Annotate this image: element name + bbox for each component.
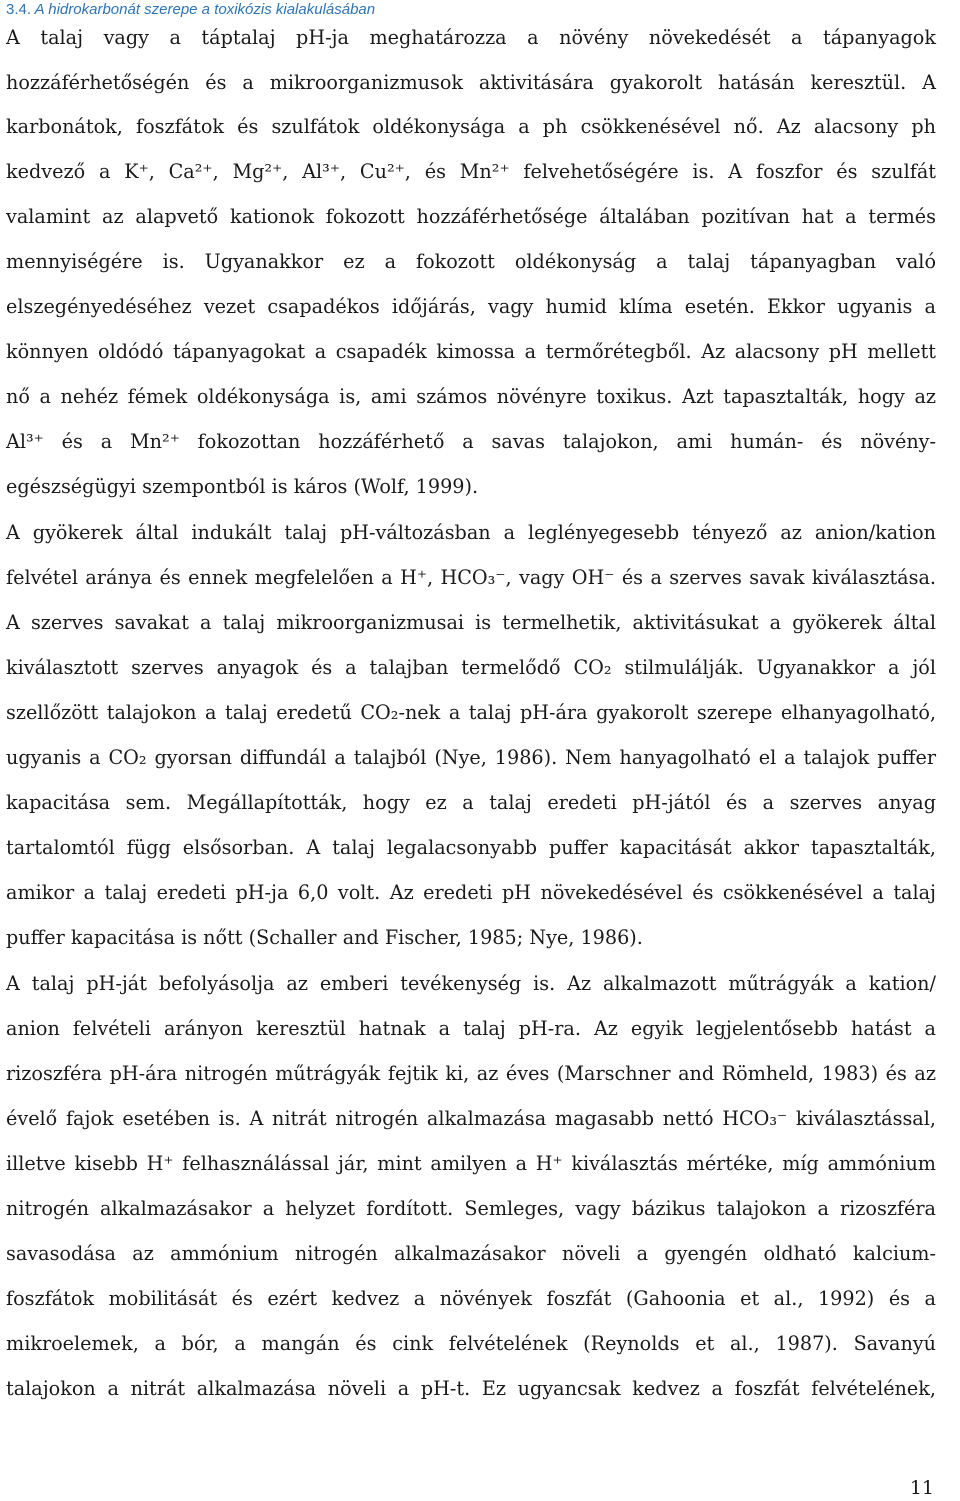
text-line: mikroelemek, a bór, a mangán és cink felvételének (Reynolds et al., 1987). Savanyú [6,1332,936,1355]
text-line: valamint az alapvető kationok fokozott hozzáférhetősége általában pozitívan hat a termés [6,205,936,228]
text-line: ugyanis a CO₂ gyorsan diffundál a talajból (Nye, 1986). Nem hanyagolható el a talajok puffer [6,746,936,769]
text-line: A gyökerek által indukált talaj pH-változásban a leglényegesebb tényező az anion/kation [6,521,936,544]
text-line: A talaj pH-ját befolyásolja az emberi tevékenység is. Az alkalmazott műtrágyák a kation/ [6,972,936,995]
text-line: rizoszféra pH-ára nitrogén műtrágyák fejtik ki, az éves (Marschner and Römheld, 1983) és az [6,1062,936,1085]
text-line: elszegényedéséhez vezet csapadékos időjárás, vagy humid klíma esetén. Ekkor ugyanis a [6,295,936,318]
text-line: könnyen oldódó tápanyagokat a csapadék kimossa a termőrétegből. Az alacsony pH mellett [6,340,936,363]
text-line: kiválasztott szerves anyagok és a talajban termelődő CO₂ stilmulálják. Ugyanakkor a jól [6,656,936,679]
text-line: évelő fajok esetében is. A nitrát nitrogén alkalmazása magasabb nettó HCO₃⁻ kiválasztással, [6,1107,936,1130]
text-line: foszfátok mobilitását és ezért kedvez a növények foszfát (Gahoonia et al., 1992) és a [6,1287,936,1310]
text-line: kedvező a K⁺, Ca²⁺, Mg²⁺, Al³⁺, Cu²⁺, és Mn²⁺ felvehetőségére is. A foszfor és szulfát [6,160,936,183]
text-line: nő a nehéz fémek oldékonysága is, ami számos növényre toxikus. Azt tapasztalták, hogy az [6,385,936,408]
section-heading [6,1,375,18]
text-line: karbonátok, foszfátok és szulfátok oldékonysága a ph csökkenésével nő. Az alacsony ph [6,115,936,138]
text-line: talajokon a nitrát alkalmazása növeli a pH-t. Ez ugyancsak kedvez a foszfát felvételének, [6,1377,936,1400]
text-line: A talaj vagy a táptalaj pH-ja meghatározza a növény növekedését a tápanyagok [6,26,936,49]
text-line: Al³⁺ és a Mn²⁺ fokozottan hozzáférhető a savas talajokon, ami humán- és növény- [6,430,936,453]
text-line: anion felvételi arányon keresztül hatnak a talaj pH-ra. Az egyik legjelentősebb hatást a [6,1017,936,1040]
text-line: puffer kapacitása is nőtt (Schaller and Fischer, 1985; Nye, 1986). [6,926,643,949]
text-line: A szerves savakat a talaj mikroorganizmusai is termelhetik, aktivitásukat a gyökerek által [6,611,936,634]
text-line: nitrogén alkalmazásakor a helyzet fordított. Semleges, vagy bázikus talajokon a rizoszféra [6,1197,936,1220]
text-line: savasodása az ammónium nitrogén alkalmazásakor növeli a gyengén oldható kalcium- [6,1242,936,1265]
section-title: A hidrokarbonát szerepe a toxikózis kialakulásában [31,1,376,18]
text-line: amikor a talaj eredeti pH-ja 6,0 volt. Az eredeti pH növekedésével és csökkenésével a talaj [6,881,936,904]
text-line: kapacitása sem. Megállapították, hogy ez a talaj eredeti pH-jától és a szerves anyag [6,791,936,814]
text-line: felvétel aránya és ennek megfelelően a H⁺, HCO₃⁻, vagy OH⁻ és a szerves savak kiválasztása. [6,566,936,589]
text-line: szellőzött talajokon a talaj eredetű CO₂-nek a talaj pH-ára gyakorolt szerepe elhanyagolható, [6,701,936,724]
text-line: mennyiségére is. Ugyanakkor ez a fokozott oldékonyság a talaj tápanyagban való [6,250,936,273]
text-line: tartalomtól függ elsősorban. A talaj legalacsonyabb puffer kapacitását akkor tapasztalták, [6,836,936,859]
text-line: egészségügyi szempontból is káros (Wolf, 1999). [6,475,479,498]
text-line: illetve kisebb H⁺ felhasználással jár, mint amilyen a H⁺ kiválasztás mértéke, míg ammónium [6,1152,936,1175]
text-line: hozzáférhetőségén és a mikroorganizmusok aktivitására gyakorolt hatásán keresztül. A [6,71,936,94]
section-number: 3.4. [6,1,32,18]
page-number: 11 [909,1477,934,1499]
